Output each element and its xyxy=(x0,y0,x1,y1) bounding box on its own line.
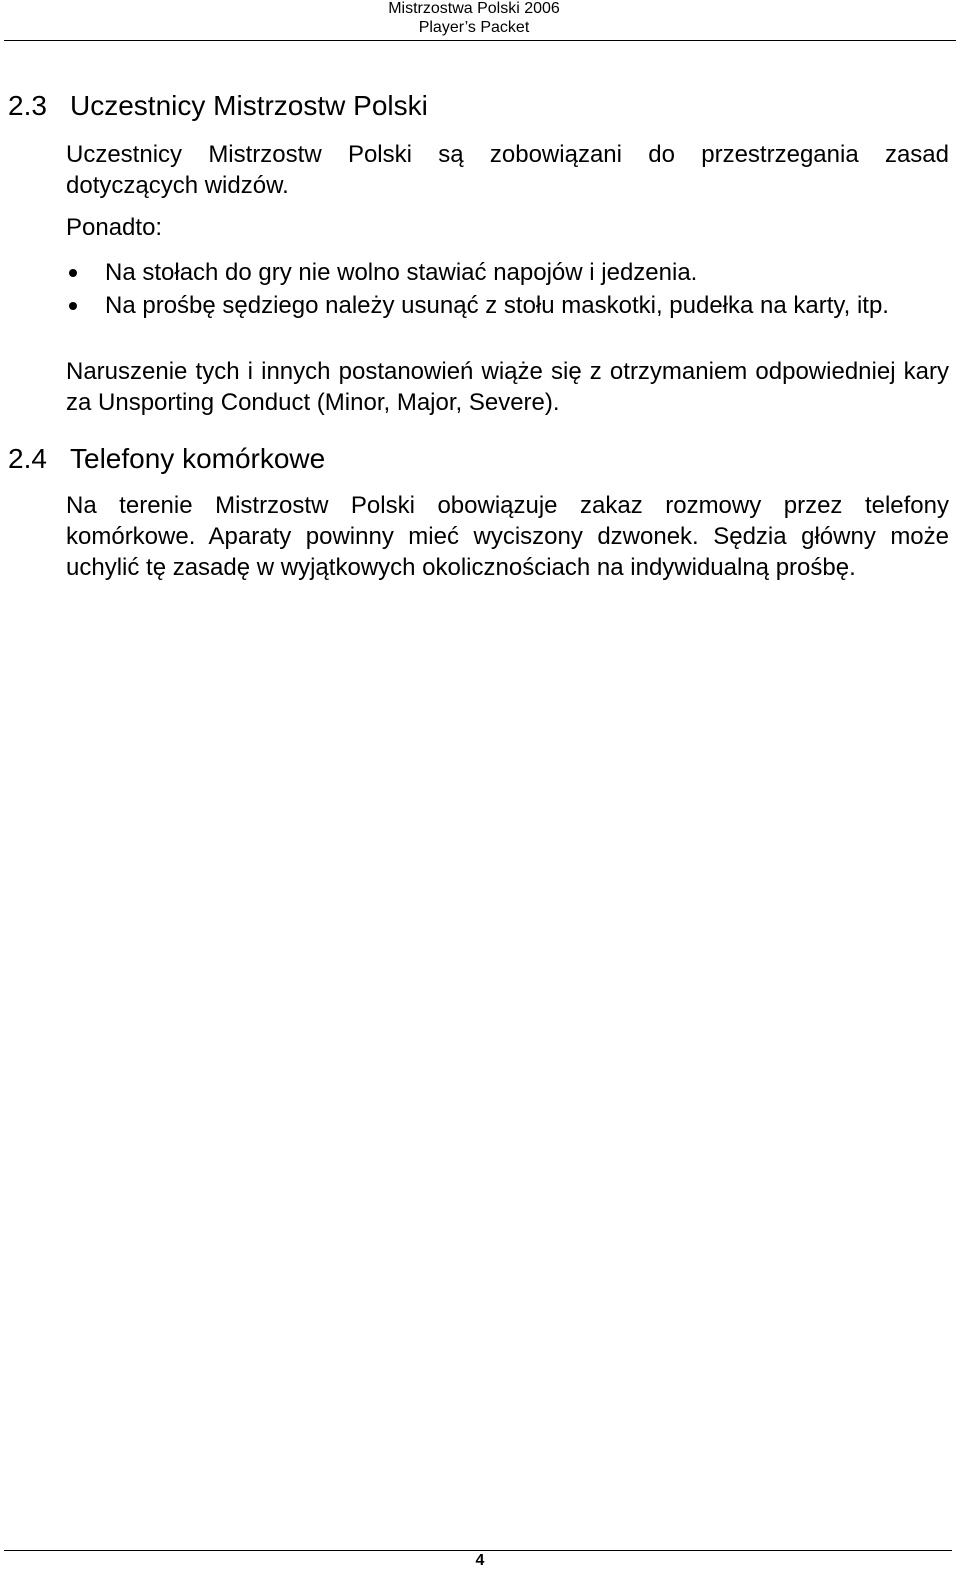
paragraph-intro: Uczestnicy Mistrzostw Polski są zobowiązani do przestrzegania zasad dotyczących widzów. xyxy=(66,141,949,199)
list-item xyxy=(66,257,949,288)
paragraph-phones: Na terenie Mistrzostw Polski obowiązuje zakaz rozmowy przez telefony komórkowe. Aparaty powinny mieć wyciszony dzwonek. Sędzia główny może uchylić tę zasadę w wyjątkowych okolicznościach na indywidualną prośbę. xyxy=(66,492,949,581)
section-heading-2-4 xyxy=(8,443,325,475)
header-event-title: Mistrzostwa Polski 2006 xyxy=(388,0,560,17)
list-item-text: Na stołach do gry nie wolno stawiać napojów i jedzenia. xyxy=(105,259,698,286)
page-number: 4 xyxy=(475,1552,485,1569)
section-number: 2.4 xyxy=(8,443,47,474)
section-number: 2.3 xyxy=(8,90,47,121)
section-heading-2-3 xyxy=(8,90,428,122)
section-title: Telefony komórkowe xyxy=(70,443,326,474)
bullet-icon xyxy=(69,302,77,310)
paragraph-closing: Naruszenie tych i innych postanowień wiąże się z otrzymaniem odpowiedniej kary za Unsporting Conduct (Minor, Major, Severe). xyxy=(66,358,949,416)
bullet-icon xyxy=(69,269,77,277)
bullet-list xyxy=(66,257,949,323)
header-divider xyxy=(4,40,956,41)
paragraph-lead: Ponadto: xyxy=(66,214,163,241)
section-title: Uczestnicy Mistrzostw Polski xyxy=(70,90,428,121)
list-item xyxy=(66,290,949,321)
header-document-title: Player’s Packet xyxy=(418,19,530,36)
list-item-text: Na prośbę sędziego należy usunąć z stołu maskotki, pudełka na karty, itp. xyxy=(105,292,889,319)
footer-divider xyxy=(4,1550,952,1551)
